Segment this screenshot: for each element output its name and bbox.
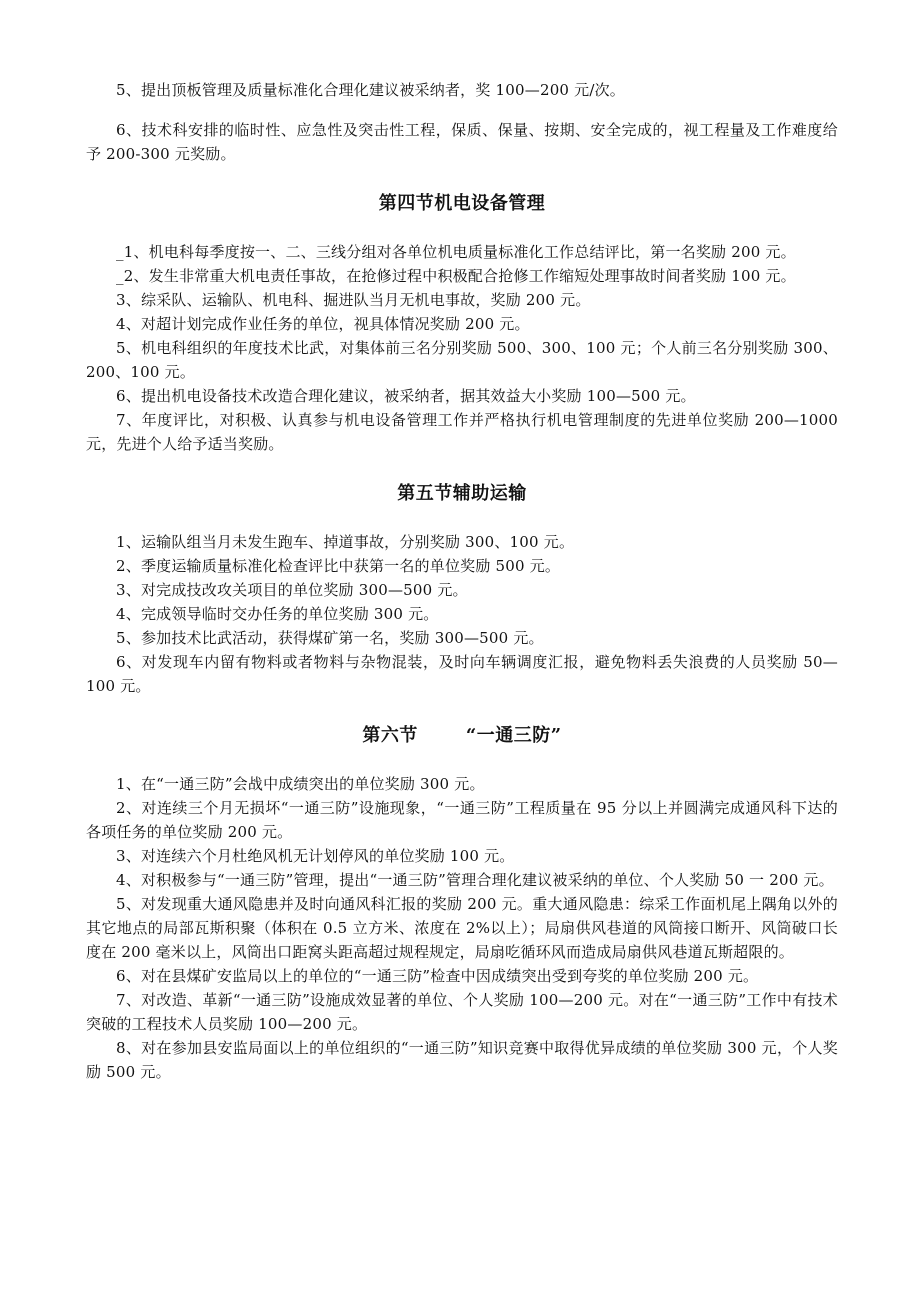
section4-body: [86, 240, 838, 456]
section6-item: 2、对连续三个月无损坏“一通三防”设施现象，“一通三防”工程质量在 95 分以上并圆满完成通风科下达的各项任务的单位奖励 200 元。: [86, 799, 838, 841]
section4-item: _2、发生非常重大机电责任事故，在抢修过程中积极配合抢修工作缩短处理事故时间者奖励 100 元。: [116, 267, 796, 285]
section4-heading: 第四节机电设备管理: [378, 193, 546, 214]
section5-item: 6、对发现车内留有物料或者物料与杂物混装，及时向车辆调度汇报，避免物料丢失浪费的人员奖励 50—100 元。: [86, 653, 838, 695]
section5-item: 3、对完成技改攻关项目的单位奖励 300—500 元。: [116, 581, 468, 599]
section6-item: 1、在“一通三防”会战中成绩突出的单位奖励 300 元。: [116, 775, 485, 793]
section6-item: 5、对发现重大通风隐患并及时向通风科汇报的奖励 200 元。重大通风隐患：综采工作面机尾上隅角以外的其它地点的局部瓦斯积聚（体积在 0.5 立方米、浓度在 2%以上）；局扇供风巷道的风筒接口断开、风筒破口长度在 200 毫米以上，风筒出口距窝头距高超过规程规定，局扇吃循环风而造成局扇供风巷道瓦斯超限的。: [86, 895, 838, 961]
section6-heading: [86, 722, 838, 750]
section6-heading-title: “一通三防”: [465, 725, 562, 746]
section6-item: 6、对在县煤矿安监局以上的单位的“一通三防”检查中因成绩突出受到夸奖的单位奖励 200 元。: [116, 967, 759, 985]
section6-item: 7、对改造、革新“一通三防”设施成效显著的单位、个人奖励 100—200 元。对在“一通三防”工作中有技术突破的工程技术人员奖励 100—200 元。: [86, 991, 838, 1033]
section4-item: 3、综采队、运输队、机电科、掘进队当月无机电事故，奖励 200 元。: [116, 291, 591, 309]
section5-heading: 第五节辅助运输: [397, 483, 527, 504]
section3-item-6: 6、技术科安排的临时性、应急性及突击性工程，保质、保量、按期、安全完成的，视工程量及工作难度给予 200-300 元奖励。: [86, 121, 838, 163]
section4-item: 6、提出机电设备技术改造合理化建议，被采纳者，据其效益大小奖励 100—500 元。: [116, 387, 696, 405]
section6-item: 4、对积极参与“一通三防”管理，提出“一通三防”管理合理化建议被采纳的单位、个人奖励 50 一 200 元。: [116, 871, 834, 889]
section6-body: [86, 772, 838, 1084]
section3-item-5: 5、提出顶板管理及质量标准化合理化建议被采纳者，奖 100—200 元/次。: [116, 81, 625, 99]
section4-item: 4、对超计划完成作业任务的单位，视具体情况奖励 200 元。: [116, 315, 530, 333]
section6-heading-prefix: 第六节: [362, 725, 418, 746]
section5-item: 1、运输队组当月未发生跑车、掉道事故，分别奖励 300、100 元。: [116, 533, 575, 551]
section5-body: [86, 530, 838, 698]
section6-item: 3、对连续六个月杜绝风机无计划停风的单位奖励 100 元。: [116, 847, 515, 865]
section4-item: 7、年度评比，对积极、认真参与机电设备管理工作并严格执行机电管理制度的先进单位奖励 200—1000 元，先进个人给予适当奖励。: [86, 411, 838, 453]
section4-item: 5、机电科组织的年度技术比武，对集体前三名分别奖励 500、300、100 元；个人前三名分别奖励 300、200、100 元。: [86, 339, 838, 381]
section5-item: 2、季度运输质量标准化检查评比中获第一名的单位奖励 500 元。: [116, 557, 561, 575]
section4-item: _1、机电科每季度按一、二、三线分组对各单位机电质量标准化工作总结评比，第一名奖励 200 元。: [116, 243, 796, 261]
document-page: [86, 78, 838, 1084]
section5-item: 4、完成领导临时交办任务的单位奖励 300 元。: [116, 605, 439, 623]
section6-item: 8、对在参加县安监局面以上的单位组织的“一通三防”知识竞赛中取得优异成绩的单位奖励 300 元，个人奖励 500 元。: [86, 1039, 838, 1081]
section5-item: 5、参加技术比武活动，获得煤矿第一名，奖励 300—500 元。: [116, 629, 544, 647]
